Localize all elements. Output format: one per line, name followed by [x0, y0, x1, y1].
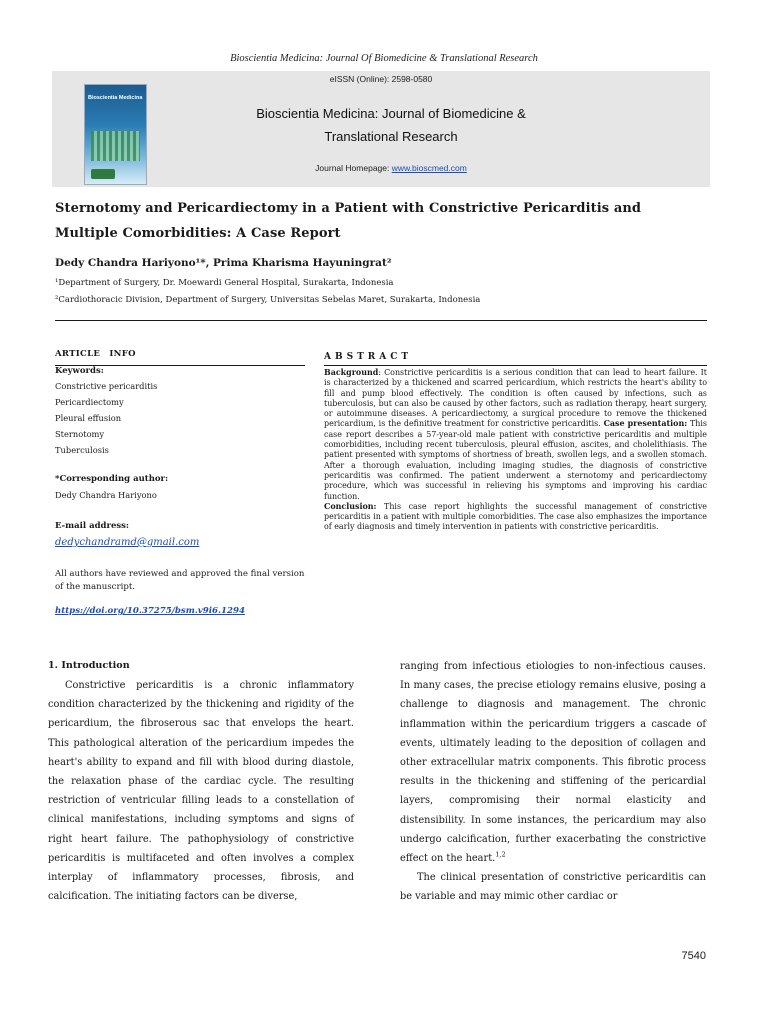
- case-presentation-label: Case presentation:: [603, 419, 688, 429]
- corresponding-author-label: *Corresponding author:: [55, 474, 169, 484]
- section-divider: [55, 320, 707, 321]
- citation-ref: 1,2: [495, 850, 506, 859]
- affiliation-1: ¹Department of Surgery, Dr. Moewardi General Hospital, Surakarta, Indonesia: [55, 278, 394, 288]
- keyword-item: Pericardiectomy: [55, 397, 124, 407]
- keyword-item: Constrictive pericarditis: [55, 381, 158, 391]
- cover-title: Bioscientia Medicina: [88, 95, 143, 101]
- doi-link[interactable]: https://doi.org/10.37275/bsm.v9i6.1294: [55, 606, 245, 616]
- journal-cover-image: [84, 84, 147, 185]
- journal-title: [172, 102, 610, 148]
- article-title: [55, 196, 715, 246]
- homepage-label: Journal Homepage:: [315, 163, 392, 173]
- cover-logo-icon: [91, 169, 115, 179]
- journal-title-line1: Bioscientia Medicina: Journal of Biomedicine &: [256, 106, 526, 121]
- case-presentation-text: This case report describes a 57-year-old male patient with constrictive pericarditis and multiple comorbidities, including recent tuberculosis, pleural effusion, ascites, and cholelithiasis. The patient presented with symptoms of shortness of breath, swollen legs, and a swollen stomach. After a thorough evaluation, including imaging studies, the diagnosis of constrictive pericarditis was confirmed. The patient underwent a sternotomy and pericardiectomy procedure, which was successful in relieving his symptoms and improving his cardiac function.: [324, 419, 707, 501]
- background-text: : Constrictive pericarditis is a serious condition that can lead to heart failure. It is characterized by a thickened and scarred pericardium, which restricts the heart's ability to fill and pump blood effectively. The condition is often caused by infections, such as tuberculosis, but can also be caused by other factors, such as radiation therapy, heart surgery, or autoimmune diseases. A pericardiectomy, a surgical procedure to remove the thickened pericardium, is the definitive treatment for constrictive pericarditis.: [324, 368, 707, 429]
- email-label: E-mail address:: [55, 521, 130, 531]
- abstract-rule: [324, 365, 707, 366]
- body-paragraph: Constrictive pericarditis is a chronic inflammatory condition characterized by the thickening and rigidity of the pericardium, the fibroserous sac that envelops the heart. This pathological alteration of the pericardium impedes the heart's ability to expand and fill with blood during diastole, the relaxation phase of the cardiac cycle. The resulting restriction of ventricular filling leads to a constellation of clinical manifestations, including symptoms and signs of right heart failure. The pathophysiology of constrictive pericarditis is multifaceted and often involves a complex interplay of inflammatory processes, fibrosis, and calcification. The initiating factors can be diverse,: [48, 680, 354, 903]
- cover-artwork: [91, 131, 140, 161]
- keywords-label: Keywords:: [55, 366, 104, 376]
- body-column-left: [48, 676, 354, 906]
- eissn: eISSN (Online): 2598-0580: [329, 74, 433, 84]
- abstract-paragraph: [324, 368, 707, 502]
- keyword-item: Tuberculosis: [55, 445, 109, 455]
- background-label: Background: [324, 368, 379, 377]
- running-head: Bioscientia Medicina: Journal Of Biomedicine & Translational Research: [230, 53, 538, 64]
- abstract-heading: ABSTRACT: [324, 352, 413, 362]
- article-info-heading: ARTICLE INFO: [55, 349, 136, 359]
- journal-banner: [52, 71, 710, 187]
- conclusion-label: Conclusion:: [324, 501, 377, 511]
- article-title-line2: Multiple Comorbidities: A Case Report: [55, 226, 341, 241]
- conclusion-text: This case report highlights the successful management of constrictive pericarditis in a patient with multiple comorbidities. The case also emphasizes the importance of early diagnosis and timely intervention in patients with constrictive pericarditis.: [324, 501, 707, 532]
- body-paragraph-text: ranging from infectious etiologies to non-infectious causes. In many cases, the precise etiology remains elusive, posing a challenge to diagnosis and management. The chronic inflammation within the pericardium triggers a cascade of events, ultimately leading to the deposition of collagen and other extracellular matrix components. This fibrotic process results in the thickening and stiffening of the pericardial layers, compromising their normal elasticity and distensibility. In some instances, the pericardium may also undergo calcification, further exacerbating the constrictive effect on the heart.: [400, 661, 706, 865]
- affiliation-2: ²Cardiothoracic Division, Department of Surgery, Universitas Sebelas Maret, Surakarta, Indonesia: [55, 295, 481, 305]
- approval-note: All authors have reviewed and approved the final version of the manuscript.: [55, 569, 305, 592]
- abstract-conclusion: [324, 502, 707, 533]
- body-paragraph: The clinical presentation of constrictive pericarditis can be variable and may mimic other cardiac or: [400, 872, 706, 903]
- body-column-right: [400, 657, 706, 907]
- body-paragraph: [400, 657, 706, 868]
- abstract-body: [324, 368, 707, 533]
- authors: Dedy Chandra Hariyono¹*, Prima Kharisma Hayuningrat²: [55, 257, 392, 269]
- homepage-link[interactable]: www.bioscmed.com: [391, 163, 467, 173]
- journal-homepage: [172, 163, 610, 173]
- keyword-item: Sternotomy: [55, 429, 105, 439]
- keyword-item: Pleural effusion: [55, 413, 122, 423]
- corresponding-author-name: Dedy Chandra Hariyono: [55, 490, 157, 500]
- article-title-line1: Sternotomy and Pericardiectomy in a Patient with Constrictive Pericarditis and: [55, 201, 642, 216]
- page-number: 7540: [681, 950, 706, 962]
- section-heading-introduction: 1. Introduction: [48, 660, 130, 671]
- journal-title-line2: Translational Research: [324, 129, 458, 144]
- author-email-link[interactable]: dedychandramd@gmail.com: [55, 537, 200, 548]
